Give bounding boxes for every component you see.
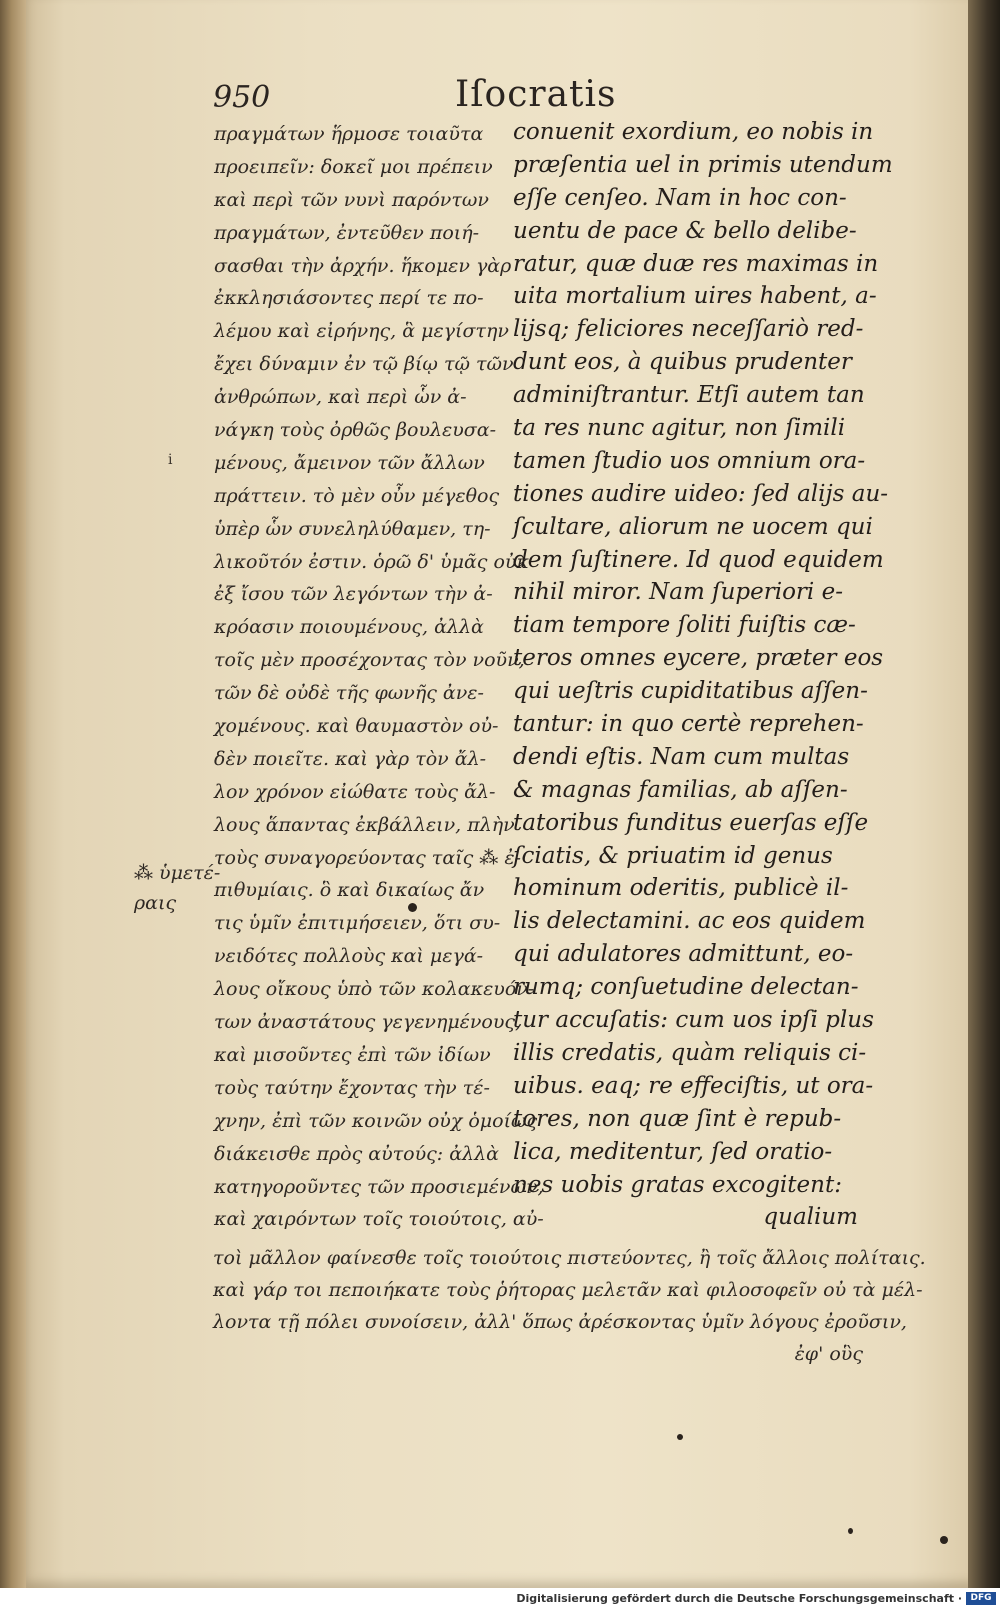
text-line: ἀνθρώπων, καὶ περὶ ὧν ἀ- <box>214 386 467 409</box>
text-line: προειπεῖν: δοκεῖ μοι πρέπειν <box>214 155 493 178</box>
text-line: νειδότες πολλοὺς καὶ μεγά- <box>214 945 484 968</box>
text-line: tores, non quæ ſint è repub- <box>513 1105 842 1132</box>
ink-speck <box>848 1528 853 1534</box>
text-line: lis delectamini. ac eos quidem <box>513 908 866 935</box>
text-line: lijsq; feliciores neceſſariò red- <box>513 316 864 343</box>
text-line: τοὶ μᾶλλον φαίνεσθε τοῖς τοιούτοις πιστεύοντες, ἢ τοῖς ἄλλοις πολίταις. <box>213 1247 926 1269</box>
text-line: tiones audire uideo: ſed alijs au- <box>513 480 889 507</box>
text-line: λους οἴκους ὑπὸ τῶν κολακευόν- <box>214 978 535 1001</box>
text-line: qualium <box>763 1204 858 1231</box>
text-line: πράττειν. τὸ μὲν οὖν μέγεθος <box>214 484 500 507</box>
text-line: ſcultare, aliorum ne uocem qui <box>513 513 873 540</box>
book-binding <box>0 0 26 1588</box>
text-line: tantur: in quo certè reprehen- <box>513 711 864 738</box>
text-line: dendi eſtis. Nam cum multas <box>513 743 850 770</box>
text-line: tamen ſtudio uos omnium ora- <box>513 447 866 474</box>
text-line: illis credatis, quàm reliquis ci- <box>513 1039 867 1066</box>
ink-speck <box>677 1434 683 1440</box>
text-line: nihil miror. Nam ſuperiori e- <box>513 579 843 606</box>
text-line: ὑπὲρ ὧν συνεληλύθαμεν, τη- <box>214 517 491 540</box>
text-line: uentu de pace & bello delibe- <box>513 217 857 244</box>
text-line: uita mortalium uires habent, a- <box>513 283 877 310</box>
text-line: χνην, ἐπὶ τῶν κοινῶν οὐχ ὁμοίως <box>214 1109 538 1132</box>
text-line: nes uobis gratas excogitent: <box>513 1171 842 1198</box>
page-number: 950 <box>213 80 271 115</box>
text-line: dunt eos, à quibus prudenter <box>513 349 852 376</box>
text-line: ἐκκλησιάσοντες περί τε πο- <box>214 287 484 310</box>
text-line: δὲν ποιεῖτε. καὶ γὰρ τὸν ἄλ- <box>214 747 487 770</box>
text-line: dem ſuſtinere. Id quod equidem <box>513 546 884 573</box>
text-line: πιθυμίαις. ὃ καὶ δικαίως ἄν <box>214 879 485 902</box>
margin-note-line: ⁂ ὑμετέ- <box>134 862 221 884</box>
text-line: conuenit exordium, eo nobis in <box>513 119 874 145</box>
text-line: χομένους. καὶ θαυμαστὸν οὐ- <box>214 715 499 738</box>
text-line: tiam tempore ſoliti fuiſtis cæ- <box>513 612 856 639</box>
text-line: καὶ μισοῦντες ἐπὶ τῶν ἰδίων <box>214 1043 491 1066</box>
text-line: καὶ χαιρόντων τοῖς τοιούτοις, αὐ- <box>214 1208 544 1231</box>
text-line: κατηγοροῦντες τῶν προσιεμένων, <box>214 1175 544 1198</box>
margin-note <box>134 858 220 918</box>
text-line: πραγμάτων ἥρμοσε τοιαῦτα <box>214 123 484 145</box>
dfg-logo: DFG <box>966 1592 996 1605</box>
greek-text-column <box>214 118 544 1236</box>
text-line: καὶ περὶ τῶν νυνὶ παρόντων <box>214 188 489 211</box>
digitization-footer <box>0 1588 1000 1609</box>
text-line: καὶ γάρ τοι πεποιήκατε τοὺς ῥήτορας μελετᾶν καὶ φιλοσοφεῖν οὐ τὰ μέλ- <box>213 1279 923 1301</box>
text-line: ſciatis, & priuatim id genus <box>513 842 833 869</box>
text-line: λέμου καὶ εἰρήνης, ἃ μεγίστην <box>214 320 509 343</box>
text-line: ta res nunc agitur, non ſimili <box>513 415 846 442</box>
text-line: hominum oderitis, publicè il- <box>513 875 849 902</box>
text-line: qui ueſtris cupiditatibus aſſen- <box>513 678 868 705</box>
text-line: uibus. eaq; re effeciſtis, ut ora- <box>513 1072 874 1099</box>
text-line: κρόασιν ποιουμένους, ἀλλὰ <box>214 616 484 639</box>
text-line: των ἀναστάτους γεγενημένους, <box>214 1011 522 1034</box>
text-line: τοῖς μὲν προσέχοντας τὸν νοῦν, <box>214 649 525 672</box>
greek-full-width-block <box>213 1242 926 1370</box>
text-line: & magnas familias, ab aſſen- <box>513 776 848 803</box>
text-line: ἐξ ἴσου τῶν λεγόντων τὴν ἀ- <box>214 583 493 606</box>
text-line: adminiſtrantur. Etſi autem tan <box>513 382 865 409</box>
text-line: τῶν δὲ οὐδὲ τῆς φωνῆς ἀνε- <box>214 682 484 705</box>
margin-note-line: ραις <box>134 892 177 914</box>
text-line: μένους, ἄμεινον τῶν ἄλλων <box>214 451 485 474</box>
text-line: rumq; conſuetudine delectan- <box>513 974 859 1001</box>
text-line: præſentia uel in primis utendum <box>513 151 893 178</box>
margin-mark: ⅰ <box>168 452 173 468</box>
text-line: λοντα τῇ πόλει συνοίσειν, ἀλλ' ὅπως ἀρέσκοντας ὑμῖν λόγους ἐροῦσιν, <box>213 1311 907 1333</box>
text-line: τις ὑμῖν ἐπιτιμήσειεν, ὅτι συ- <box>214 912 501 935</box>
text-line: lica, meditentur, ſed oratio- <box>513 1138 833 1165</box>
ink-speck <box>408 903 417 912</box>
latin-text-column <box>513 116 893 1234</box>
text-line: λικοῦτόν ἐστιν. ὁρῶ δ' ὑμᾶς οὐκ <box>214 550 529 573</box>
text-line: πραγμάτων, ἐντεῦθεν ποιή- <box>214 221 480 244</box>
footer-credit: Digitalisierung gefördert durch die Deutsche Forschungsgemeinschaft · <box>516 1592 962 1605</box>
text-line: tur accuſatis: cum uos ipſi plus <box>513 1007 874 1034</box>
text-line: qui adulatores admittunt, eo- <box>513 941 854 968</box>
text-line: λους ἅπαντας ἐκβάλλειν, πλὴν <box>214 813 515 836</box>
text-line: ἔχει δύναμιν ἐν τῷ βίῳ τῷ τῶν <box>214 353 514 376</box>
text-line: ἐφ' οὓς <box>794 1343 863 1365</box>
text-line: σασθαι τὴν ἀρχήν. ἥκομεν γὰρ <box>214 254 512 277</box>
text-line: τοὺς ταύτην ἔχοντας τὴν τέ- <box>214 1076 490 1099</box>
text-line: νάγκη τοὺς ὀρθῶς βουλευσα- <box>214 419 497 442</box>
text-line: eſſe cenſeo. Nam in hoc con- <box>513 184 847 211</box>
ink-speck <box>940 1536 948 1544</box>
text-line: ratur, quæ duæ res maximas in <box>513 250 879 277</box>
text-line: teros omnes eycere, præter eos <box>513 645 884 672</box>
running-head: Iſocratis <box>455 74 617 115</box>
text-line: tatoribus funditus euerſas eſſe <box>513 809 869 836</box>
text-line: τοὺς συναγορεύοντας ταῖς ⁂ ἐ- <box>214 846 521 869</box>
text-line: λον χρόνον εἰώθατε τοὺς ἄλ- <box>214 780 496 803</box>
page-edge-shadow <box>968 0 1000 1588</box>
text-line: διάκεισθε πρὸς αὐτούς: ἀλλὰ <box>214 1142 499 1165</box>
